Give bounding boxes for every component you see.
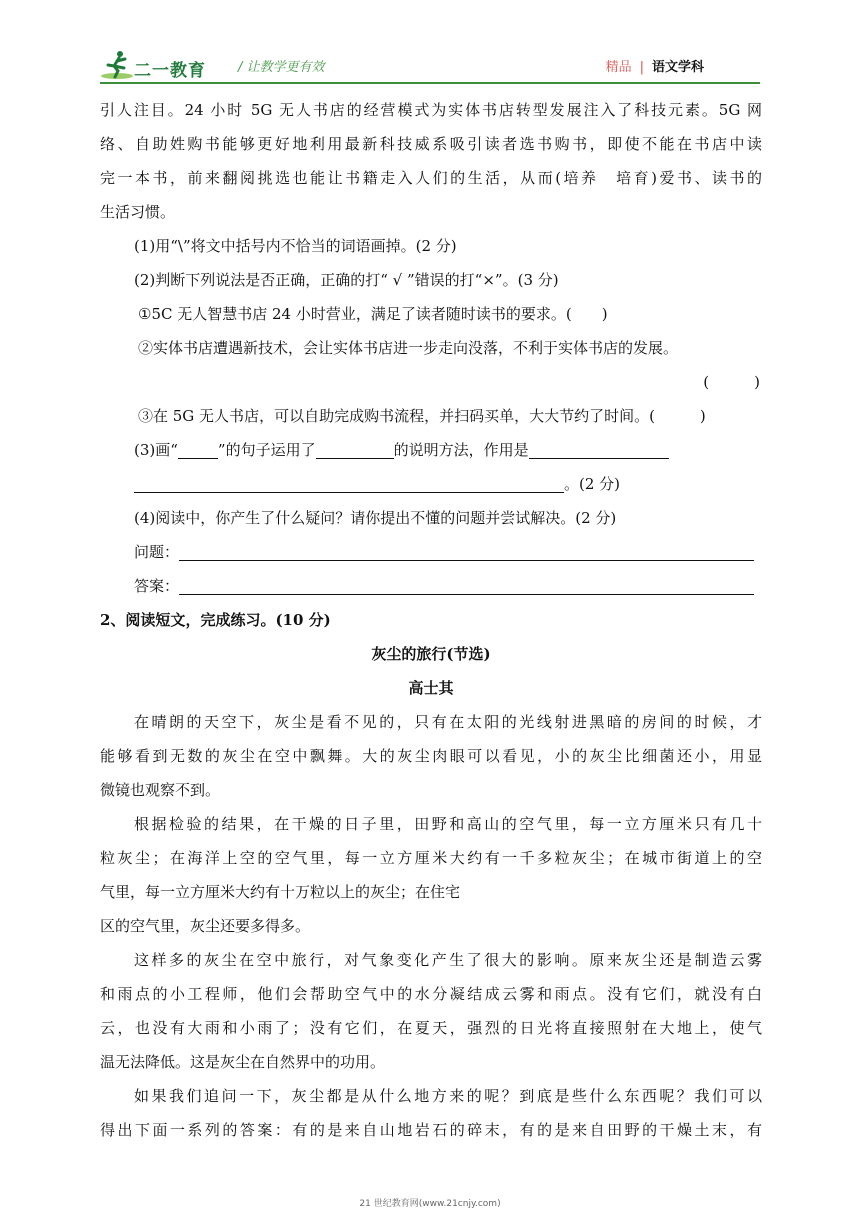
passage-line: 生活习惯。 (100, 203, 176, 221)
answer-blank[interactable] (134, 474, 564, 493)
logo-text: 二一教育 (134, 61, 206, 81)
article-line: 区的空气里，灰尘还要多得多。 (100, 917, 311, 935)
answer-line[interactable] (179, 576, 754, 595)
article-line: 云，也没有大雨和小雨了；没有它们，在夏天，强烈的日光将直接照射在大地上，使气 (100, 1019, 762, 1037)
question-3-text: 的说明方法，作用是 (393, 441, 529, 459)
question-3-end: 。(2 分) (564, 475, 621, 493)
article-line: 这样多的灰尘在空中旅行，对气象变化产生了很大的影响。原来灰尘还是制造云雾 (134, 951, 762, 969)
header-rule (100, 82, 760, 84)
slogan: / 让教学更有效 (238, 60, 325, 75)
question-answer-line[interactable] (179, 542, 754, 561)
article-line: 温无法降低。这是灰尘在自然界中的功用。 (100, 1053, 386, 1071)
article-line: 根据检验的结果，在干燥的日子里，田野和高山的空气里，每一立方厘米只有几十 (134, 815, 762, 833)
article-line: 在晴朗的天空下，灰尘是看不见的，只有在太阳的光线射进黑暗的房间的时候，才 (134, 713, 762, 731)
question-4-question-row (100, 535, 762, 569)
article-line: 微镜也观察不到。 (100, 781, 221, 799)
page-footer: 21 世纪教育网(www.21cnjy.com) (359, 1199, 501, 1209)
tag-divider: | (639, 60, 644, 75)
section-2-title: 2、阅读短文，完成练习。(10 分) (100, 611, 331, 629)
logo (100, 48, 240, 82)
question-label: 问题： (134, 543, 180, 561)
question-2: (2)判断下列说法是否正确，正确的打“ √ ”错误的打“×”。(3 分) (134, 271, 559, 289)
question-3-text: (3)画“ (134, 441, 178, 459)
passage-line: 完一本书，前来翻阅挑选也能让书籍走入人们的生活，从而(培养 培育)爱书、读书的 (100, 169, 762, 187)
question-3 (100, 433, 762, 467)
question-3-continued (100, 467, 762, 501)
article-title: 灰尘的旅行(节选) (371, 645, 491, 663)
question-4-answer-row (100, 569, 762, 603)
passage-line: 引人注目。24 小时 5G 无人书店的经营模式为实体书店转型发展注入了科技元素。5G 网 (100, 101, 762, 119)
page-header (100, 44, 760, 84)
answer-paren: ( ) (703, 373, 760, 391)
question-1: (1)用“\”将文中括号内不恰当的词语画掉。(2 分) (134, 237, 457, 255)
answer-blank[interactable] (316, 440, 394, 459)
subject-label: 语文学科 (651, 60, 704, 75)
quality-label: 精品 (605, 60, 632, 75)
answer-blank[interactable] (529, 440, 669, 459)
article-line: 得出下面一系列的答案：有的是来自山地岩石的碎末，有的是来自田野的干燥土末，有 (100, 1121, 762, 1139)
question-4: (4)阅读中，你产生了什么疑问？请你提出不懂的问题并尝试解决。(2 分) (134, 509, 617, 527)
article-line: 粒灰尘；在海洋上空的空气里，每一立方厘米大约有一千多粒灰尘；在城市街道上的空 (100, 849, 762, 867)
article-author: 高士其 (408, 679, 454, 697)
answer-blank[interactable] (178, 440, 218, 459)
question-2-item: ②实体书店遭遇新技术，会让实体书店进一步走向没落，不利于实体书店的发展。 (138, 339, 679, 357)
article-line: 如果我们追问一下，灰尘都是从什么地方来的呢？到底是些什么东西呢？我们可以 (134, 1087, 762, 1105)
article-line: 气里，每一立方厘米大约有十万粒以上的灰尘；在住宅 (100, 883, 461, 901)
article-line: 和雨点的小工程师，他们会帮助空气中的水分凝结成云雾和雨点。没有它们，就没有白 (100, 985, 762, 1003)
passage-line: 络、自助姓购书能够更好地利用最新科技威系吸引读者选书购书，即使不能在书店中读 (100, 135, 762, 153)
question-2-item: ③在 5G 无人书店，可以自助完成购书流程，并扫码买单，大大节约了时间。( ) (138, 407, 706, 425)
question-3-text: ”的句子运用了 (217, 441, 316, 459)
runner-logo-icon (100, 48, 134, 82)
document-body (100, 93, 762, 1147)
article-line: 能够看到无数的灰尘在空中飘舞。大的灰尘肉眼可以看见，小的灰尘比细菌还小，用显 (100, 747, 762, 765)
subject-tag (606, 56, 704, 75)
question-2-item: ①5C 无人智慧书店 24 小时营业，满足了读者随时读书的要求。( ) (138, 305, 608, 323)
answer-label: 答案： (134, 577, 180, 595)
